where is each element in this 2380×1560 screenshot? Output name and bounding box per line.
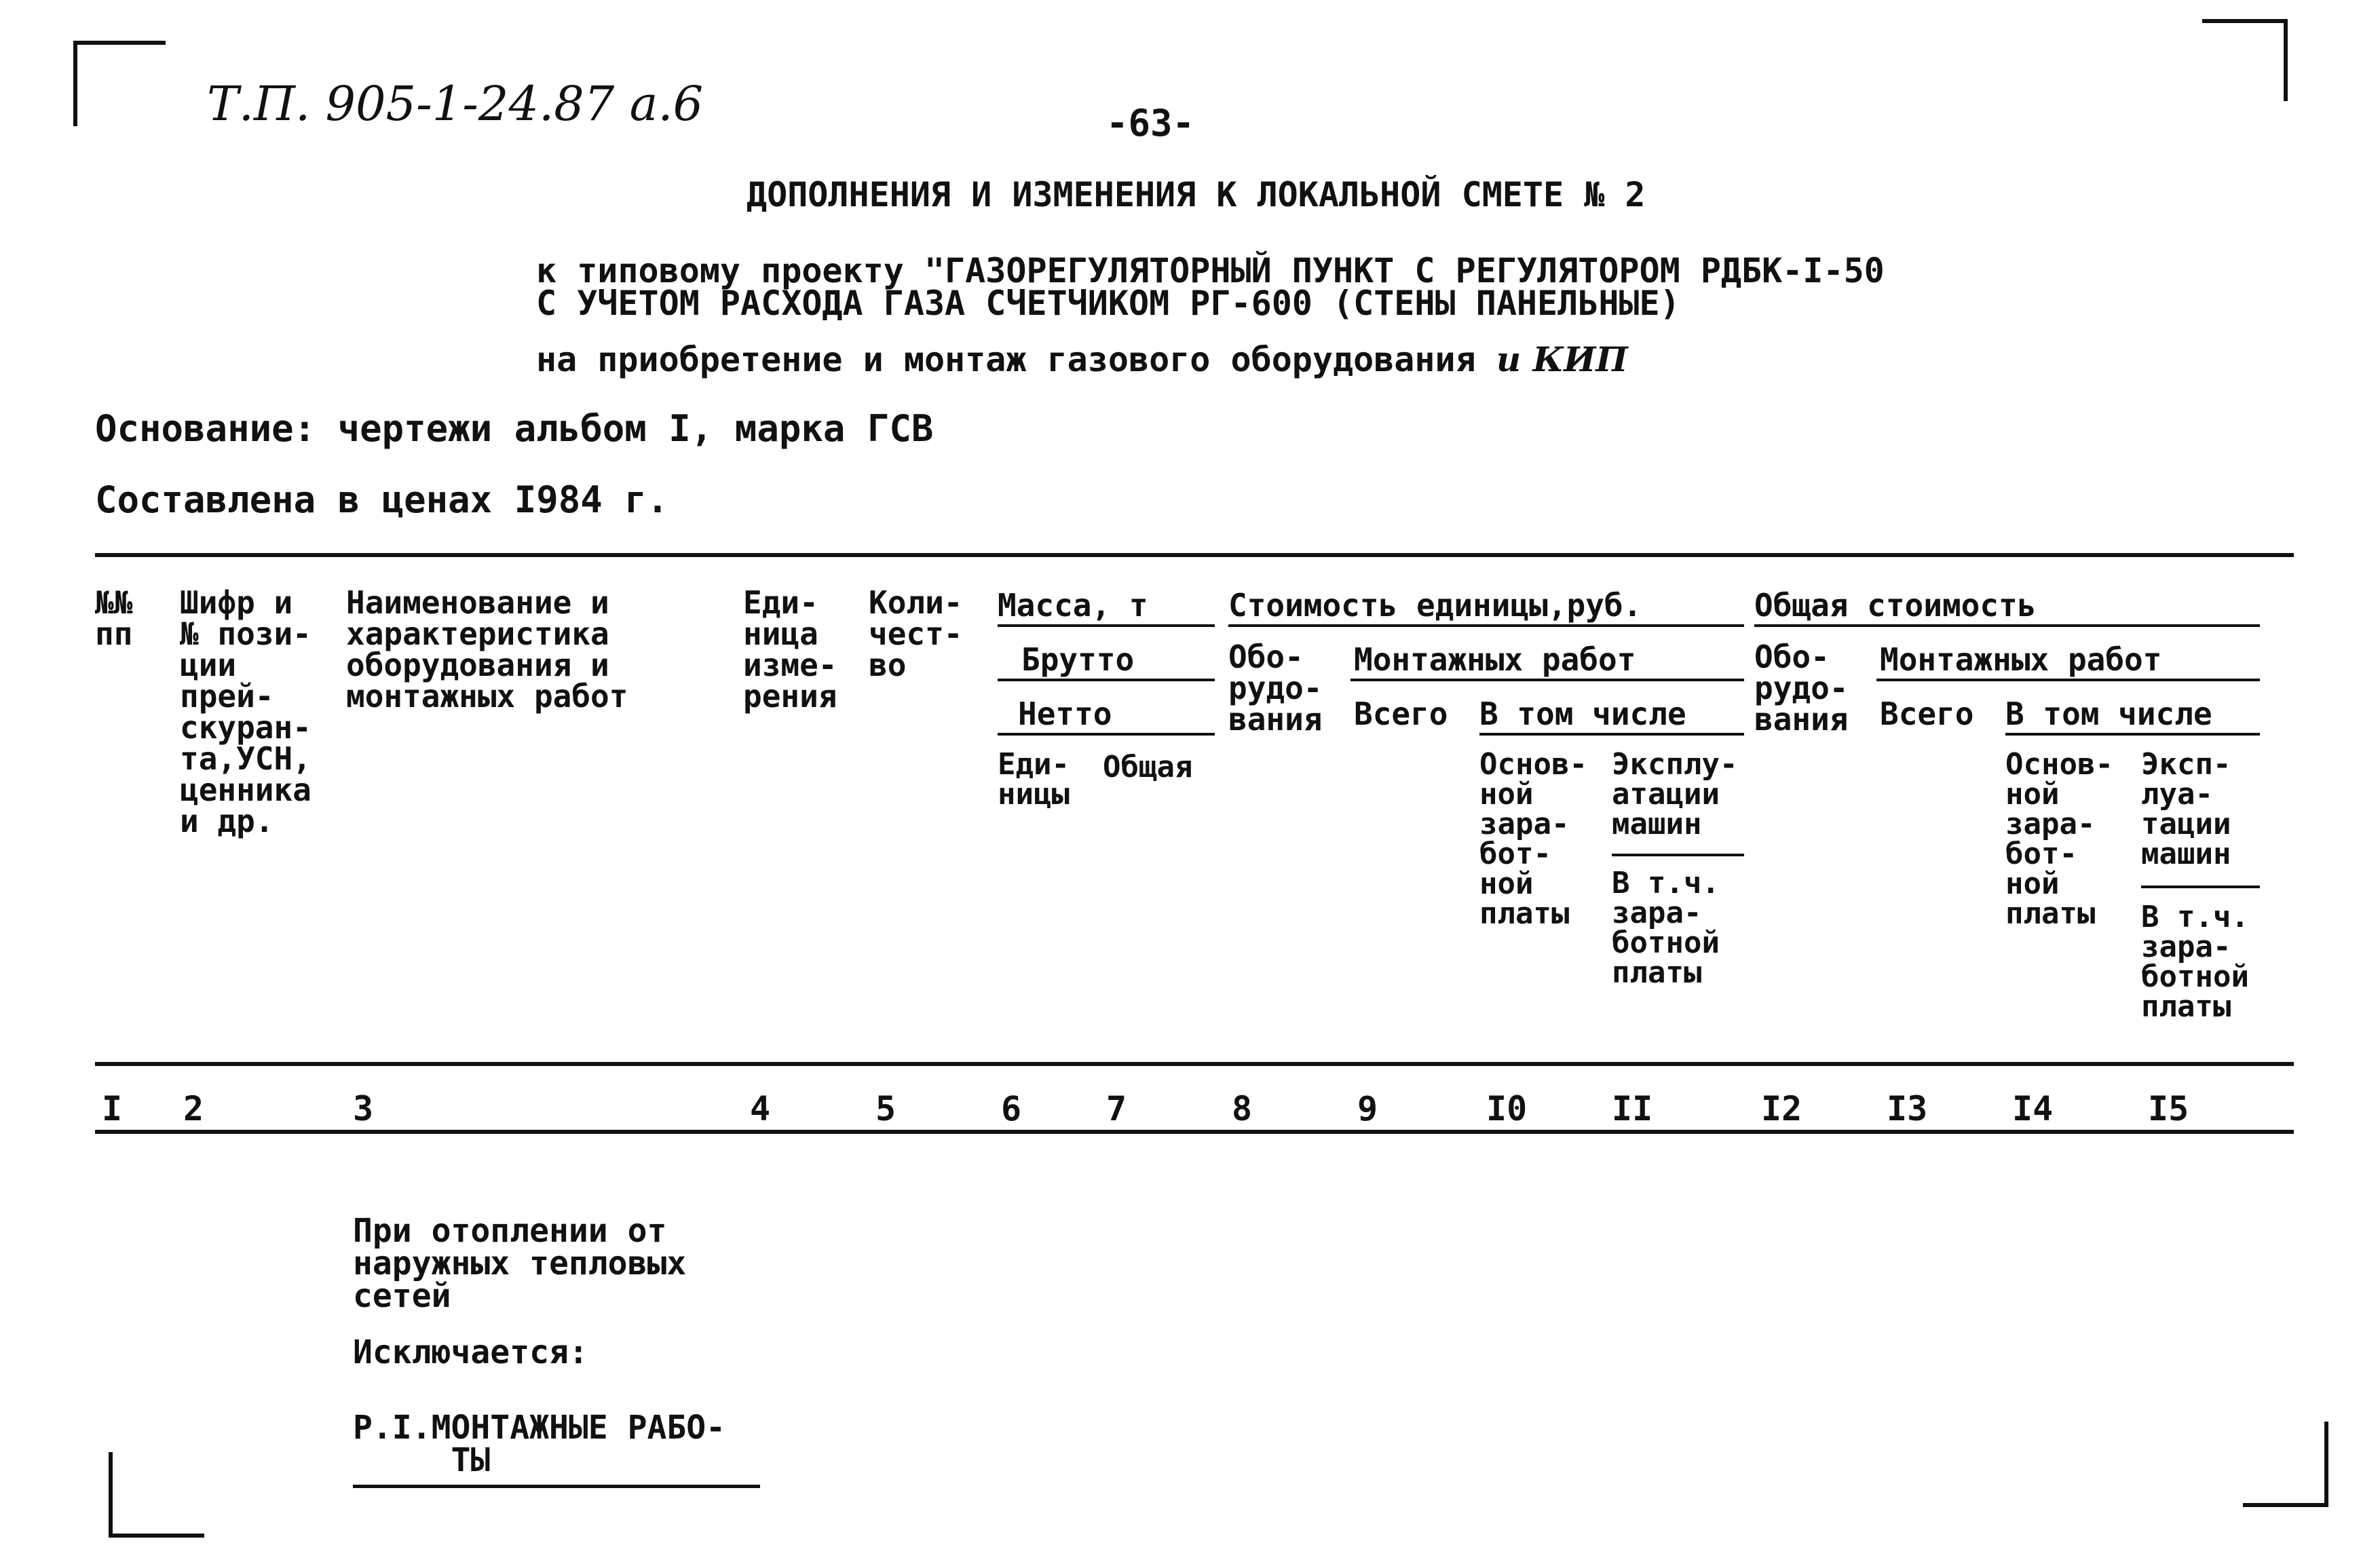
rule-incl2 — [2005, 733, 2260, 736]
crop-mark-top-left — [73, 41, 166, 126]
header-unit-cost: Стоимость единицы,руб. — [1228, 587, 1642, 624]
rule-exploit2 — [2141, 886, 2260, 888]
subtitle-line-2: С УЧЕТОМ РАСХОДА ГАЗА СЧЕТЧИКОМ РГ-600 (СТЕНЫ ПАНЕЛЬНЫЕ) — [536, 284, 1680, 323]
excluded-label: Исключается: — [353, 1333, 588, 1371]
col-number-13: I3 — [1887, 1089, 1928, 1128]
rule-mass — [998, 624, 1215, 627]
header-total-cost: Общая стоимость — [1754, 587, 2037, 624]
header-mass-total: Общая — [1103, 750, 1193, 784]
document-title: ДОПОЛНЕНИЯ И ИЗМЕНЕНИЯ К ЛОКАЛЬНОЙ СМЕТЕ № 2 — [747, 175, 1646, 214]
col-number-3: 3 — [353, 1089, 374, 1128]
col-number-4: 4 — [750, 1089, 771, 1128]
table-top-rule — [95, 553, 2294, 557]
subtitle-line-3-text: на приобретение и монтаж газового оборудования — [536, 340, 1476, 379]
header-machine-exploitation: Эксплу- атации машин — [1612, 747, 1738, 841]
prices-line: Составлена в ценах I984 г. — [95, 478, 669, 521]
col-number-14: I4 — [2012, 1089, 2054, 1128]
header-brutto: Брутто — [1021, 641, 1135, 678]
rule-netto — [998, 733, 1215, 736]
header-name: Наименование и характеристика оборудования и монтажных работ — [346, 584, 628, 715]
header-including: В том числе — [1479, 696, 1686, 732]
document-code: Т.П. 905-1-24.87 а.6 — [207, 76, 704, 132]
header-mass: Масса, т — [998, 587, 1148, 624]
rule-incl — [1479, 733, 1744, 736]
header-base-pay-2: Основ- ной зара- бот- ной платы — [2005, 747, 2113, 931]
col-number-8: 8 — [1232, 1089, 1253, 1128]
col-number-11: II — [1612, 1089, 1653, 1128]
rule-unit-cost — [1228, 624, 1744, 627]
col-number-5: 5 — [875, 1089, 896, 1128]
header-machine-exploitation-2: Эксп- луа- тации машин — [2141, 747, 2231, 871]
header-including-pay-2: В т.ч. зара- ботной платы — [2141, 900, 2249, 1024]
col-number-9: 9 — [1357, 1089, 1378, 1128]
page-number: -63- — [1106, 102, 1195, 145]
header-equipment: Обо- рудо- вания — [1228, 639, 1323, 738]
header-equipment-2: Обо- рудо- вания — [1754, 639, 1849, 738]
crop-mark-bottom-left — [109, 1452, 204, 1538]
header-code: Шифр и № пози- ции прей- скуран- та,УСН, ценника и др. — [180, 584, 311, 839]
subtitle-line-3-handwritten: и КИП — [1496, 339, 1628, 379]
rule-exploit — [1612, 854, 1744, 856]
header-row-number: №№ пп — [95, 584, 133, 652]
header-quantity: Коли- чест- во — [869, 584, 963, 683]
header-netto: Нетто — [1018, 696, 1112, 732]
crop-mark-bottom-right — [2243, 1422, 2328, 1507]
column-numbers-rule — [95, 1130, 2294, 1134]
col-number-15: I5 — [2148, 1089, 2189, 1128]
section-underline — [353, 1485, 760, 1488]
rule-mount2 — [1876, 679, 2260, 681]
col-number-12: I2 — [1761, 1089, 1802, 1128]
header-mounting: Монтажных работ — [1354, 641, 1636, 678]
subtitle-line-3 — [536, 339, 1628, 379]
header-base-pay: Основ- ной зара- бот- ной платы — [1479, 747, 1587, 931]
header-including-2: В том числе — [2005, 696, 2212, 732]
col-number-10: I0 — [1486, 1089, 1528, 1128]
rule-total-cost — [1754, 624, 2260, 627]
heating-note: При отоплении от наружных тепловых сетей — [353, 1212, 687, 1315]
col-number-7: 7 — [1106, 1089, 1127, 1128]
crop-mark-top-right — [2202, 19, 2288, 101]
header-mounting-all: Всего — [1354, 696, 1448, 732]
header-mass-unit: Еди- ницы — [998, 747, 1070, 812]
header-including-pay: В т.ч. зара- ботной платы — [1612, 866, 1720, 990]
rule-brutto — [998, 679, 1215, 681]
col-number-1: I — [102, 1089, 123, 1128]
col-number-6: 6 — [1001, 1089, 1022, 1128]
header-mounting-2: Монтажных работ — [1880, 641, 2162, 678]
basis-line: Основание: чертежи альбом I, марка ГСВ — [95, 407, 934, 450]
rule-mount — [1350, 679, 1744, 681]
table-header-bottom-rule — [95, 1062, 2294, 1066]
subtitle-line-1: к типовому проекту "ГАЗОРЕГУЛЯТОРНЫЙ ПУНКТ С РЕГУЛЯТОРОМ РДБК-I-50 — [536, 251, 1885, 290]
section-title: Р.I.МОНТАЖНЫЕ РАБО- ТЫ — [353, 1409, 726, 1479]
header-mounting-all-2: Всего — [1880, 696, 1974, 732]
col-number-2: 2 — [183, 1089, 204, 1128]
header-unit: Еди- ница изме- рения — [743, 584, 837, 715]
